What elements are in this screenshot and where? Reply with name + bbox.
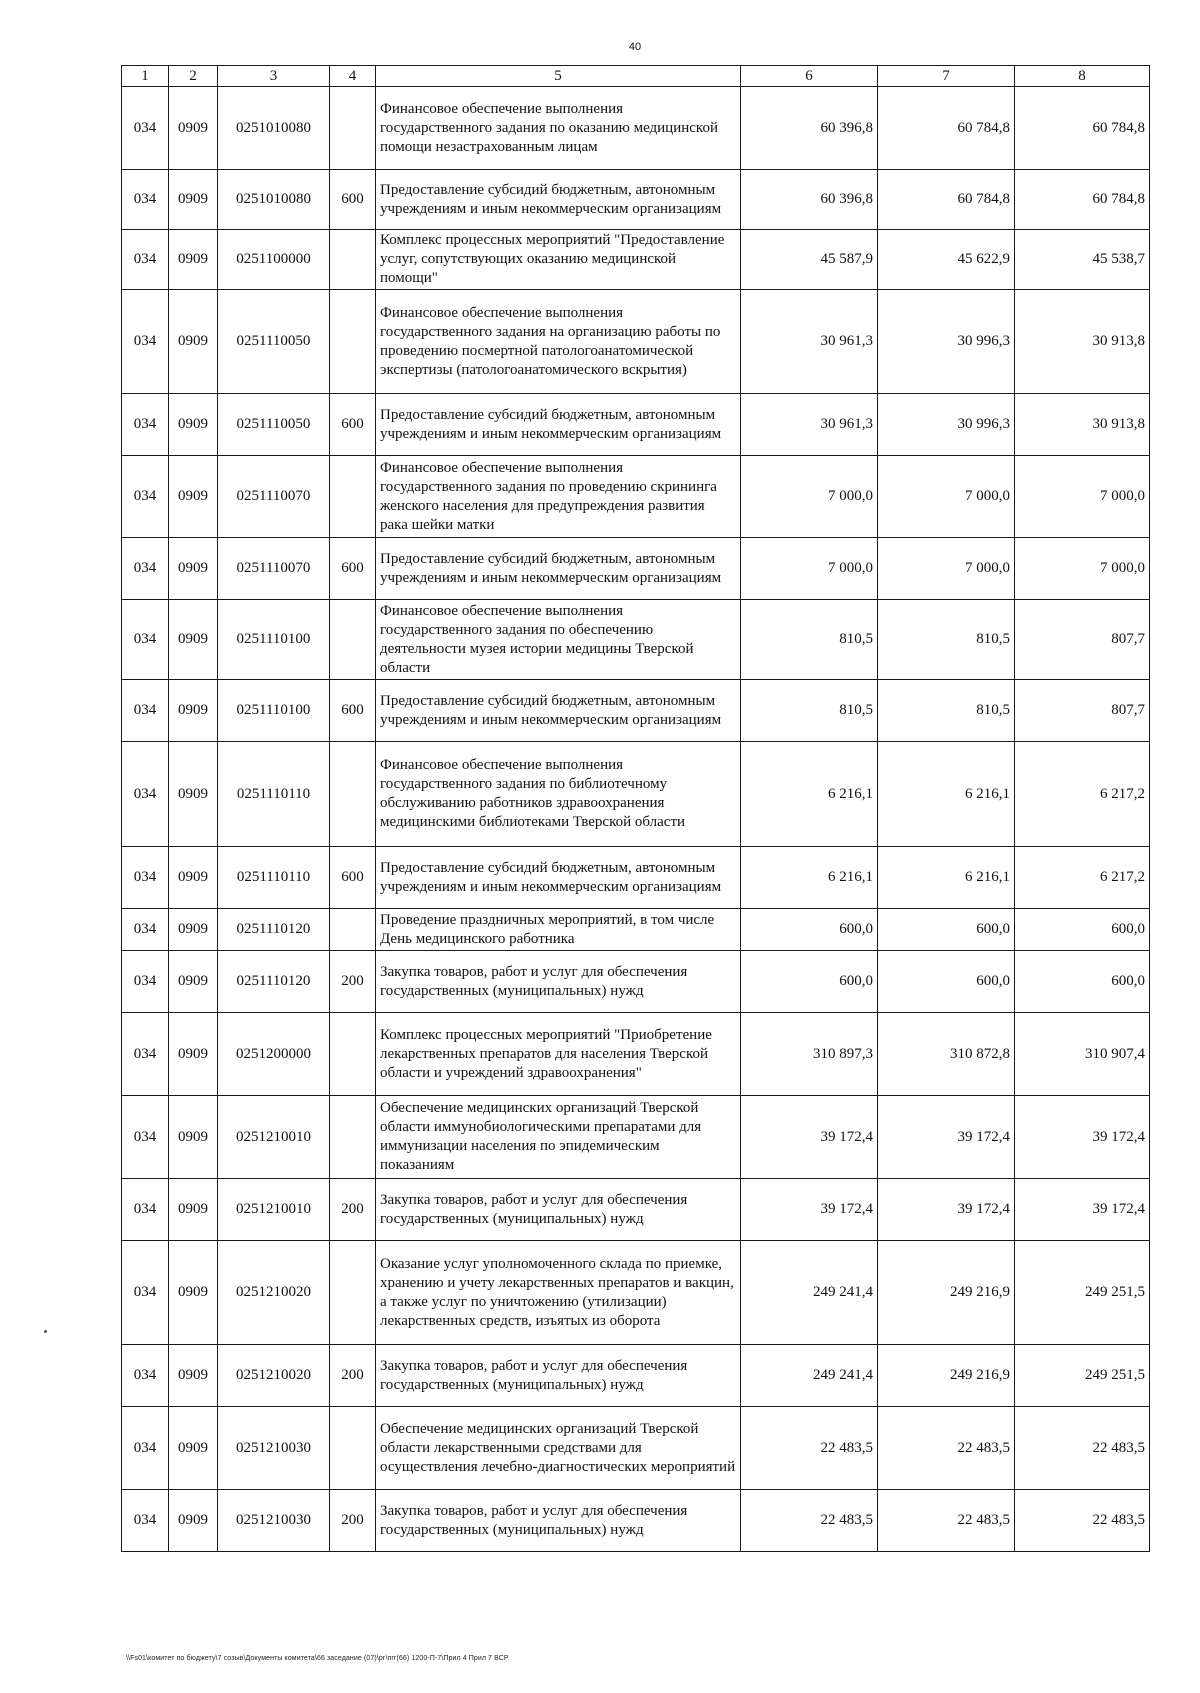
cell-c7: 22 483,5: [878, 1490, 1015, 1552]
cell-c4: 600: [330, 394, 376, 456]
cell-c1: 034: [122, 394, 169, 456]
cell-c1: 034: [122, 680, 169, 742]
cell-c4: [330, 1241, 376, 1345]
header-cell-8: 8: [1015, 66, 1150, 87]
cell-c4: 200: [330, 1345, 376, 1407]
cell-c5: Закупка товаров, работ и услуг для обеспечения государственных (муниципальных) нужд: [376, 1490, 741, 1552]
cell-c7: 60 784,8: [878, 87, 1015, 170]
header-cell-1: 1: [122, 66, 169, 87]
table-row: [122, 680, 1150, 742]
cell-c4: [330, 290, 376, 394]
cell-c1: 034: [122, 1490, 169, 1552]
cell-c6: 60 396,8: [741, 87, 878, 170]
cell-c2: 0909: [169, 1241, 218, 1345]
cell-c4: [330, 456, 376, 538]
cell-c2: 0909: [169, 230, 218, 290]
cell-c7: 249 216,9: [878, 1241, 1015, 1345]
cell-c3: 0251110110: [218, 847, 330, 909]
cell-c1: 034: [122, 538, 169, 600]
cell-c3: 0251110100: [218, 680, 330, 742]
cell-c2: 0909: [169, 538, 218, 600]
cell-c2: 0909: [169, 1013, 218, 1096]
table-row: [122, 951, 1150, 1013]
cell-c7: 30 996,3: [878, 394, 1015, 456]
cell-c4: 600: [330, 847, 376, 909]
cell-c1: 034: [122, 1013, 169, 1096]
cell-c5: Закупка товаров, работ и услуг для обеспечения государственных (муниципальных) нужд: [376, 1345, 741, 1407]
cell-c2: 0909: [169, 742, 218, 847]
cell-c1: 034: [122, 170, 169, 230]
cell-c8: 6 217,2: [1015, 847, 1150, 909]
cell-c2: 0909: [169, 1490, 218, 1552]
cell-c8: 30 913,8: [1015, 290, 1150, 394]
cell-c5: Проведение праздничных мероприятий, в том числе День медицинского работника: [376, 909, 741, 951]
cell-c4: [330, 742, 376, 847]
cell-c4: 600: [330, 680, 376, 742]
cell-c1: 034: [122, 1345, 169, 1407]
cell-c1: 034: [122, 951, 169, 1013]
table-row: [122, 1345, 1150, 1407]
cell-c6: 7 000,0: [741, 456, 878, 538]
table-row: [122, 742, 1150, 847]
cell-c5: Комплекс процессных мероприятий "Предоставление услуг, сопутствующих оказанию медицинской помощи": [376, 230, 741, 290]
cell-c7: 6 216,1: [878, 742, 1015, 847]
cell-c6: 39 172,4: [741, 1096, 878, 1179]
cell-c2: 0909: [169, 290, 218, 394]
cell-c6: 6 216,1: [741, 847, 878, 909]
cell-c5: Комплекс процессных мероприятий "Приобретение лекарственных препаратов для населения Тверской области и учреждений здравоохранения": [376, 1013, 741, 1096]
cell-c1: 034: [122, 290, 169, 394]
header-cell-3: 3: [218, 66, 330, 87]
cell-c3: 0251210020: [218, 1345, 330, 1407]
cell-c1: 034: [122, 1407, 169, 1490]
cell-c7: 810,5: [878, 600, 1015, 680]
cell-c1: 034: [122, 230, 169, 290]
cell-c3: 0251110050: [218, 290, 330, 394]
cell-c6: 22 483,5: [741, 1490, 878, 1552]
table-row: [122, 170, 1150, 230]
cell-c4: 600: [330, 170, 376, 230]
cell-c2: 0909: [169, 909, 218, 951]
cell-c7: 60 784,8: [878, 170, 1015, 230]
cell-c7: 249 216,9: [878, 1345, 1015, 1407]
cell-c5: Обеспечение медицинских организаций Тверской области лекарственными средствами для осуществления лечебно-диагностических мероприятий: [376, 1407, 741, 1490]
cell-c7: 6 216,1: [878, 847, 1015, 909]
cell-c3: 0251010080: [218, 170, 330, 230]
cell-c5: Предоставление субсидий бюджетным, автономным учреждениям и иным некоммерческим организациям: [376, 394, 741, 456]
cell-c8: 22 483,5: [1015, 1407, 1150, 1490]
cell-c2: 0909: [169, 600, 218, 680]
cell-c8: 807,7: [1015, 680, 1150, 742]
cell-c6: 310 897,3: [741, 1013, 878, 1096]
table-row: [122, 600, 1150, 680]
cell-c3: 0251010080: [218, 87, 330, 170]
table-row: [122, 1013, 1150, 1096]
cell-c6: 810,5: [741, 600, 878, 680]
cell-c8: 7 000,0: [1015, 538, 1150, 600]
cell-c1: 034: [122, 847, 169, 909]
cell-c3: 0251100000: [218, 230, 330, 290]
cell-c5: Предоставление субсидий бюджетным, автономным учреждениям и иным некоммерческим организациям: [376, 538, 741, 600]
cell-c6: 39 172,4: [741, 1179, 878, 1241]
page-number: 40: [628, 41, 642, 53]
table-row: [122, 394, 1150, 456]
cell-c2: 0909: [169, 1345, 218, 1407]
cell-c8: 600,0: [1015, 951, 1150, 1013]
header-cell-2: 2: [169, 66, 218, 87]
table-row: [122, 1096, 1150, 1179]
cell-c8: 310 907,4: [1015, 1013, 1150, 1096]
cell-c6: 30 961,3: [741, 394, 878, 456]
footer-file-path: \\Fs01\комитет по бюджету\7 созыв\Документы комитета\66 заседание (07)\рг\пrг(66) 1200-П-7\Прил 4 Прил 7 ВСР: [126, 1655, 509, 1662]
cell-c5: Финансовое обеспечение выполнения государственного задания по библиотечному обслуживанию работников здравоохранения медицинскими библиотеками Тверской области: [376, 742, 741, 847]
table-row: [122, 290, 1150, 394]
cell-c2: 0909: [169, 1096, 218, 1179]
cell-c7: 7 000,0: [878, 538, 1015, 600]
cell-c2: 0909: [169, 87, 218, 170]
cell-c5: Предоставление субсидий бюджетным, автономным учреждениям и иным некоммерческим организациям: [376, 847, 741, 909]
cell-c1: 034: [122, 1179, 169, 1241]
cell-c3: 0251210020: [218, 1241, 330, 1345]
cell-c2: 0909: [169, 456, 218, 538]
cell-c4: [330, 230, 376, 290]
cell-c2: 0909: [169, 394, 218, 456]
cell-c3: 0251110070: [218, 456, 330, 538]
cell-c4: [330, 1013, 376, 1096]
cell-c8: 39 172,4: [1015, 1096, 1150, 1179]
cell-c4: 600: [330, 538, 376, 600]
table-row: [122, 538, 1150, 600]
cell-c8: 39 172,4: [1015, 1179, 1150, 1241]
cell-c5: Финансовое обеспечение выполнения государственного задания по обеспечению деятельности музея истории медицины Тверской области: [376, 600, 741, 680]
cell-c4: [330, 1407, 376, 1490]
table-row: [122, 87, 1150, 170]
cell-c6: 6 216,1: [741, 742, 878, 847]
cell-c6: 249 241,4: [741, 1345, 878, 1407]
cell-c6: 45 587,9: [741, 230, 878, 290]
cell-c6: 600,0: [741, 951, 878, 1013]
cell-c6: 60 396,8: [741, 170, 878, 230]
cell-c4: [330, 909, 376, 951]
table-row: [122, 1490, 1150, 1552]
header-cell-6: 6: [741, 66, 878, 87]
cell-c4: 200: [330, 1490, 376, 1552]
cell-c8: 6 217,2: [1015, 742, 1150, 847]
cell-c8: 60 784,8: [1015, 87, 1150, 170]
cell-c7: 39 172,4: [878, 1096, 1015, 1179]
header-row: [122, 66, 1150, 87]
table-row: [122, 456, 1150, 538]
cell-c2: 0909: [169, 680, 218, 742]
table-row: [122, 1179, 1150, 1241]
cell-c1: 034: [122, 87, 169, 170]
cell-c6: 30 961,3: [741, 290, 878, 394]
table-row: [122, 1407, 1150, 1490]
cell-c6: 249 241,4: [741, 1241, 878, 1345]
table-row: [122, 909, 1150, 951]
cell-c7: 600,0: [878, 909, 1015, 951]
header-cell-7: 7: [878, 66, 1015, 87]
cell-c2: 0909: [169, 1407, 218, 1490]
cell-c4: 200: [330, 951, 376, 1013]
cell-c7: 45 622,9: [878, 230, 1015, 290]
cell-c6: 7 000,0: [741, 538, 878, 600]
cell-c8: 22 483,5: [1015, 1490, 1150, 1552]
cell-c5: Финансовое обеспечение выполнения государственного задания по проведению скрининга женского населения для предупреждения развития рака шейки матки: [376, 456, 741, 538]
cell-c6: 810,5: [741, 680, 878, 742]
budget-table: [121, 65, 1150, 1552]
cell-c6: 22 483,5: [741, 1407, 878, 1490]
cell-c2: 0909: [169, 170, 218, 230]
cell-c5: Предоставление субсидий бюджетным, автономным учреждениям и иным некоммерческим организациям: [376, 170, 741, 230]
cell-c7: 810,5: [878, 680, 1015, 742]
cell-c1: 034: [122, 742, 169, 847]
scan-speck: [44, 1330, 47, 1333]
cell-c5: Предоставление субсидий бюджетным, автономным учреждениям и иным некоммерческим организациям: [376, 680, 741, 742]
cell-c8: 807,7: [1015, 600, 1150, 680]
cell-c4: 200: [330, 1179, 376, 1241]
cell-c4: [330, 600, 376, 680]
cell-c4: [330, 1096, 376, 1179]
table-row: [122, 1241, 1150, 1345]
cell-c1: 034: [122, 1241, 169, 1345]
cell-c5: Закупка товаров, работ и услуг для обеспечения государственных (муниципальных) нужд: [376, 951, 741, 1013]
cell-c3: 0251210030: [218, 1490, 330, 1552]
cell-c3: 0251110120: [218, 951, 330, 1013]
cell-c3: 0251110100: [218, 600, 330, 680]
cell-c2: 0909: [169, 951, 218, 1013]
cell-c5: Финансовое обеспечение выполнения государственного задания по оказанию медицинской помощи незастрахованным лицам: [376, 87, 741, 170]
header-cell-5: 5: [376, 66, 741, 87]
cell-c8: 60 784,8: [1015, 170, 1150, 230]
cell-c3: 0251110120: [218, 909, 330, 951]
cell-c5: Обеспечение медицинских организаций Тверской области иммунобиологическими препаратами для иммунизации населения по эпидемическим показаниям: [376, 1096, 741, 1179]
cell-c8: 249 251,5: [1015, 1345, 1150, 1407]
cell-c7: 600,0: [878, 951, 1015, 1013]
cell-c1: 034: [122, 600, 169, 680]
cell-c2: 0909: [169, 847, 218, 909]
cell-c8: 249 251,5: [1015, 1241, 1150, 1345]
cell-c7: 310 872,8: [878, 1013, 1015, 1096]
cell-c7: 39 172,4: [878, 1179, 1015, 1241]
cell-c3: 0251110070: [218, 538, 330, 600]
cell-c4: [330, 87, 376, 170]
cell-c3: 0251110050: [218, 394, 330, 456]
cell-c2: 0909: [169, 1179, 218, 1241]
cell-c3: 0251200000: [218, 1013, 330, 1096]
cell-c3: 0251210010: [218, 1096, 330, 1179]
cell-c8: 7 000,0: [1015, 456, 1150, 538]
cell-c6: 600,0: [741, 909, 878, 951]
cell-c3: 0251110110: [218, 742, 330, 847]
cell-c1: 034: [122, 909, 169, 951]
cell-c3: 0251210030: [218, 1407, 330, 1490]
cell-c7: 7 000,0: [878, 456, 1015, 538]
cell-c7: 22 483,5: [878, 1407, 1015, 1490]
header-cell-4: 4: [330, 66, 376, 87]
cell-c5: Финансовое обеспечение выполнения государственного задания на организацию работы по проведению посмертной патологоанатомической экспертизы (патологоанатомического вскрытия): [376, 290, 741, 394]
cell-c5: Оказание услуг уполномоченного склада по приемке, хранению и учету лекарственных препаратов и вакцин, а также услуг по уничтожению (утилизации) лекарственных средств, изъятых из оборота: [376, 1241, 741, 1345]
cell-c8: 45 538,7: [1015, 230, 1150, 290]
cell-c1: 034: [122, 1096, 169, 1179]
cell-c5: Закупка товаров, работ и услуг для обеспечения государственных (муниципальных) нужд: [376, 1179, 741, 1241]
cell-c8: 30 913,8: [1015, 394, 1150, 456]
table-row: [122, 847, 1150, 909]
cell-c8: 600,0: [1015, 909, 1150, 951]
table-row: [122, 230, 1150, 290]
cell-c1: 034: [122, 456, 169, 538]
cell-c7: 30 996,3: [878, 290, 1015, 394]
cell-c3: 0251210010: [218, 1179, 330, 1241]
